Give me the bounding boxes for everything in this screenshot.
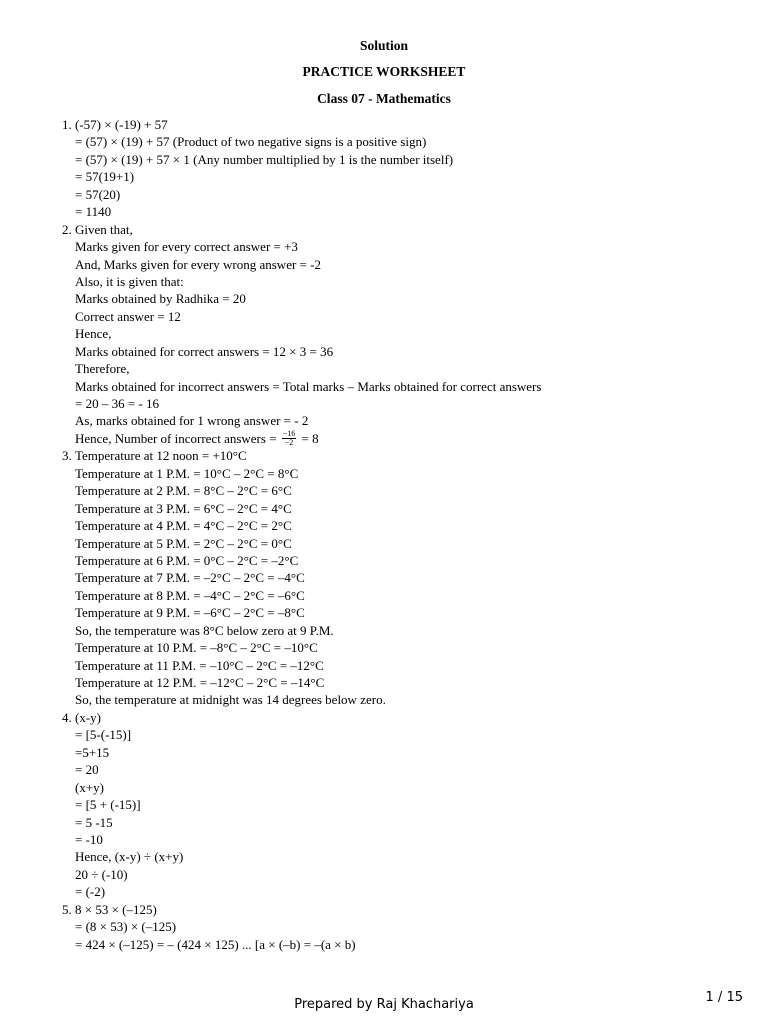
q2-line-10: = 20 – 36 = - 16 bbox=[75, 396, 159, 411]
q2-number: 2. bbox=[62, 221, 72, 237]
q3-number: 3. bbox=[62, 448, 72, 464]
q4-line-10: = (-2) bbox=[75, 884, 106, 900]
q3-line-3: Temperature at 3 P.M. = 6°C – 2°C = 4°C bbox=[75, 500, 292, 516]
page-number: 1 / 15 bbox=[705, 990, 743, 1005]
q1-line-1: = (57) × (19) + 57 (Product of two negative signs is a positive sign) bbox=[75, 134, 427, 150]
q3-line-13: Temperature at 12 P.M. = –12°C – 2°C = –14°C bbox=[75, 675, 325, 690]
q5-line-0 bbox=[62, 901, 752, 918]
q1-line-2: = (57) × (19) + 57 × 1 (Any number multiplied by 1 is the number itself) bbox=[75, 151, 454, 167]
q2-line-4: Marks obtained by Radhika = 20 bbox=[75, 291, 246, 307]
document-header bbox=[0, 38, 768, 107]
q2-line-8: Therefore, bbox=[75, 361, 130, 377]
q4-line-9: 20 ÷ (-10) bbox=[75, 866, 128, 882]
q4-number: 4. bbox=[62, 709, 72, 725]
doc-title-worksheet: PRACTICE WORKSHEET bbox=[302, 64, 466, 79]
q3-line-8: Temperature at 8 P.M. = –4°C – 2°C = –6°C bbox=[75, 587, 305, 603]
q4-line-7: = -10 bbox=[75, 831, 103, 847]
q3-line-5: Temperature at 5 P.M. = 2°C – 2°C = 0°C bbox=[75, 535, 292, 551]
q1-line-0 bbox=[62, 116, 752, 133]
q2-line-2: And, Marks given for every wrong answer = -2 bbox=[75, 256, 321, 272]
q2-line-7: Marks obtained for correct answers = 12 × 3 = 36 bbox=[75, 343, 334, 359]
q4-line-6: = 5 -15 bbox=[75, 814, 113, 830]
q5-line-2: = 424 × (–125) = – (424 × 125) ... [a × (–b) = –(a × b) bbox=[75, 936, 356, 952]
doc-title-class: Class 07 - Mathematics bbox=[317, 91, 451, 106]
q3-line-14: So, the temperature at midnight was 14 degrees below zero. bbox=[75, 692, 386, 708]
doc-title-solution: Solution bbox=[359, 38, 409, 53]
q2-final-prefix: Hence, Number of incorrect answers = bbox=[75, 430, 277, 446]
q2-final-line bbox=[62, 430, 752, 447]
q3-line-11: Temperature at 10 P.M. = –8°C – 2°C = –10°C bbox=[75, 640, 318, 656]
q3-line-2: Temperature at 2 P.M. = 8°C – 2°C = 6°C bbox=[75, 483, 292, 499]
q2-line-9: Marks obtained for incorrect answers = Total marks – Marks obtained for correct answers bbox=[75, 378, 542, 394]
q4-line-8: Hence, (x-y) ÷ (x+y) bbox=[75, 849, 184, 865]
q4-line-5: = [5 + (-15)] bbox=[75, 797, 141, 813]
q5-line-1: = (8 × 53) × (–125) bbox=[75, 919, 177, 935]
q2-line-3: Also, it is given that: bbox=[75, 273, 184, 289]
q1-text: (-57) × (-19) + 57 bbox=[75, 117, 168, 132]
q3-line-10: So, the temperature was 8°C below zero at 9 P.M. bbox=[75, 622, 334, 638]
solution-content bbox=[62, 116, 752, 953]
fraction-denominator: −2 bbox=[284, 438, 294, 448]
q1-line-3: = 57(19+1) bbox=[75, 169, 135, 185]
q2-text: Given that, bbox=[75, 221, 133, 237]
q2-line-5: Correct answer = 12 bbox=[75, 308, 181, 324]
fraction-numerator: −16 bbox=[282, 429, 296, 439]
q2-final-suffix: = 8 bbox=[301, 430, 319, 446]
q3-text: Temperature at 12 noon = +10°C bbox=[75, 448, 247, 464]
q3-line-1: Temperature at 1 P.M. = 10°C – 2°C = 8°C bbox=[75, 465, 299, 481]
footer-prepared-by: Prepared by Raj Khachariya bbox=[294, 997, 474, 1012]
q3-line-12: Temperature at 11 P.M. = –10°C – 2°C = –12°C bbox=[75, 657, 324, 673]
q3-line-7: Temperature at 7 P.M. = –2°C – 2°C = –4°C bbox=[75, 570, 305, 586]
fraction bbox=[282, 430, 297, 447]
q4-line-2: =5+15 bbox=[75, 744, 110, 760]
q3-line-0 bbox=[62, 447, 752, 464]
q2-line-0 bbox=[62, 221, 752, 238]
q4-text: (x-y) bbox=[75, 709, 101, 725]
q4-line-3: = 20 bbox=[75, 762, 99, 778]
q1-line-5: = 1140 bbox=[75, 204, 112, 220]
q4-line-4: (x+y) bbox=[75, 779, 104, 795]
q2-line-11: As, marks obtained for 1 wrong answer = - 2 bbox=[75, 413, 309, 429]
q2-line-6: Hence, bbox=[75, 326, 112, 342]
q4-line-0 bbox=[62, 709, 752, 726]
q5-number: 5. bbox=[62, 901, 72, 917]
q3-line-6: Temperature at 6 P.M. = 0°C – 2°C = –2°C bbox=[75, 552, 299, 568]
q1-number: 1. bbox=[62, 117, 72, 132]
q3-line-4: Temperature at 4 P.M. = 4°C – 2°C = 2°C bbox=[75, 518, 292, 534]
q3-line-9: Temperature at 9 P.M. = –6°C – 2°C = –8°C bbox=[75, 605, 305, 621]
q4-line-1: = [5-(-15)] bbox=[75, 727, 132, 743]
q2-line-1: Marks given for every correct answer = +3 bbox=[75, 239, 298, 255]
q5-text: 8 × 53 × (–125) bbox=[75, 901, 157, 917]
q1-line-4: = 57(20) bbox=[75, 186, 121, 202]
